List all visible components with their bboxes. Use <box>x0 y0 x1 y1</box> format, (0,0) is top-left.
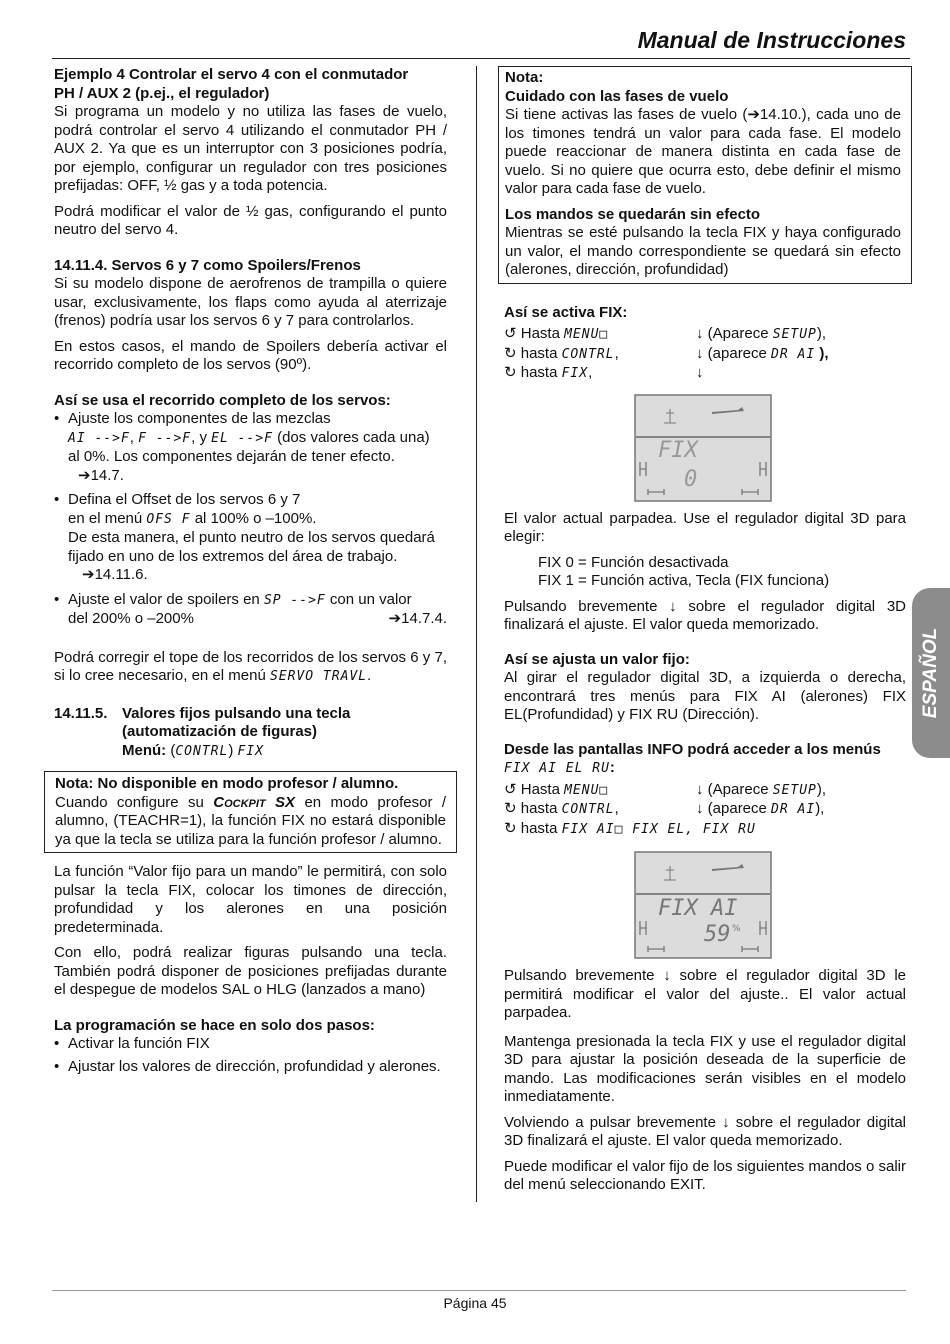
lcd-percent-unit: % <box>732 924 741 934</box>
language-tab: ESPAÑOL <box>912 588 950 758</box>
lcd-text: FIX <box>237 743 264 759</box>
lcd-display-fix-off <box>634 394 772 502</box>
lcd-text: FIX AI□ FIX EL, FIX RU <box>561 821 756 837</box>
fixed-value-paragraph: Al girar el regulador digital 3D, a izquierda o derecha, encontrará tres menús para FIX AI (alerones) FIX EL(Profundidad) y FIX RU (Dirección). <box>504 669 906 723</box>
note-heading-flight-phases: Cuidado con las fases de vuelo <box>505 87 729 105</box>
lcd-text: MENU□ <box>564 782 609 798</box>
programming-steps-title: La programación se hace en solo dos pasos: <box>54 1016 375 1034</box>
note-paragraph-controls: Mientras se esté pulsando la tecla FIX y haya configurado un valor, el mando correspondiente se quedará sin efecto (alerones, dirección, profundidad) <box>505 224 901 278</box>
arrow-right-icon: ➔ <box>388 610 402 627</box>
lcd-text: FIX AI EL RU <box>504 761 610 776</box>
footer-divider <box>52 1290 906 1291</box>
menu-step: ↺ Hasta MENU□ ↓ (Aparece SETUP), <box>504 780 827 798</box>
info-menu-steps <box>504 781 906 840</box>
menu-step: ↻ hasta CONTRL, ↓ (aparece DR AI), <box>504 800 825 817</box>
example4-title: Ejemplo 4 Controlar el servo 4 con el conmutador PH / AUX 2 (p.ej., el regulador) <box>54 66 409 102</box>
fix-function-paragraph-1: La función “Valor fijo para un mando” le permitirá, con solo pulsar la tecla FIX, colocar los timones de dirección, profundidad y los alerones en una posición predeterminada. <box>54 863 447 936</box>
activate-fix-steps <box>504 325 906 384</box>
teacher-student-note <box>44 771 457 853</box>
lcd-text: AI -->F <box>68 430 130 446</box>
lcd-text: SETUP <box>772 327 817 342</box>
section-14-11-4-paragraph-2: En estos casos, el mando de Spoilers debería activar el recorrido completo de los servos (90º). <box>54 337 447 373</box>
lcd-fix-ai-value: 59 <box>704 922 731 947</box>
left-column <box>54 66 447 1080</box>
press-again-paragraph: Volviendo a pulsar brevemente ↓ sobre el regulador digital 3D finalizará el ajuste. El valor queda memorizado. <box>504 1113 906 1149</box>
header-divider <box>52 58 910 59</box>
lcd-display-fix-ai <box>634 851 772 959</box>
lcd-fix-value: 0 <box>684 466 698 492</box>
activate-fix-title: Así se activa FIX: <box>504 303 628 321</box>
menu-step: ↺ Hasta MENU□ ↓ (Aparece SETUP), <box>504 325 827 342</box>
menu-step: ↻ hasta FIX AI□ FIX EL, FIX RU <box>504 819 756 837</box>
fix-1-option: FIX 1 = Función activa, Tecla (FIX funciona) <box>538 572 830 589</box>
note-label: Nota: <box>505 69 544 86</box>
section-14-11-4-title: 14.11.4. Servos 6 y 7 como Spoilers/Frenos <box>54 256 361 274</box>
lcd-text: SERVO TRAVL <box>269 669 368 684</box>
bullet-servo-offset: • Defina el Offset de los servos 6 y 7 en el menú OFS F al 100% o –100%. De esta manera, el punto neutro de los servos quedará fijado en uno de los extremos del área de trabajo. ➔14.11.6. <box>54 491 447 585</box>
finish-setting-paragraph: Pulsando brevemente ↓ sobre el regulador digital 3D finalizará el ajuste. El valor queda memorizado. <box>504 597 906 633</box>
section-14-11-5-title: 14.11.5. Valores fijos pulsando una tecla (automatización de figuras) Menú: (CONTRL) FIX <box>54 704 351 759</box>
fix-0-option: FIX 0 = Función desactivada <box>538 553 729 571</box>
lcd-text: F -->F <box>138 430 192 446</box>
lcd-text: SP -->F <box>263 592 326 608</box>
page-header-title: Manual de Instrucciones <box>637 27 906 53</box>
page-number: Página 45 <box>443 1295 507 1311</box>
hold-fix-paragraph: Mantenga presionada la tecla FIX y use el regulador digital 3D para ajustar la posición deseada de la superficie de mando. Las modificaciones serán visibles en el modelo inmediatamente. <box>504 1032 906 1105</box>
lcd-text: OFS F <box>146 511 191 527</box>
value-blinks-paragraph: El valor actual parpadea. Use el regulador digital 3D para elegir: <box>504 509 906 545</box>
menu-step: ↻ hasta FIX, ↓ <box>504 364 704 381</box>
example4-paragraph-2: Podrá modificar el valor de ½ gas, configurando el punto neutro del servo 4. <box>54 202 447 238</box>
brand-name: Cockpit SX <box>213 793 296 811</box>
cross-reference: 14.7. <box>90 466 124 484</box>
full-travel-title: Así se usa el recorrido completo de los servos: <box>54 391 391 409</box>
bullet-activate-fix: • Activar la función FIX <box>54 1035 447 1054</box>
arrow-right-icon: ➔ <box>78 466 91 484</box>
servo-travel-paragraph: Podrá corregir el tope de los recorridos de los servos 6 y 7, si lo cree necesario, en el menú SERVO TRAVL. <box>54 648 447 684</box>
note-paragraph-flight-phases: Si tiene activas las fases de vuelo (➔14.10.), cada uno de los timones tendrá un valor para cada fase. El modelo puede reaccionar de manera distinta en cada fase de vuelo. Si no quiere que ocurra esto, debe definir el mismo valor para cada fase de vuelo. <box>505 106 901 197</box>
menu-step: ↻ hasta CONTRL, ↓ (aparece DR AI ), <box>504 344 829 362</box>
lcd-text: CONTRL <box>175 743 229 759</box>
section-14-11-4-paragraph-1: Si su modelo dispone de aerofrenos de trampilla o quiere usar, exclusivamente, los flaps como ayuda al aterrizaje (frenos) podría usar los servos 6 y 7 para controlarlos. <box>54 275 447 329</box>
lcd-text: SETUP <box>772 782 817 798</box>
lcd-fix-ai-label: FIX AI <box>658 896 738 921</box>
bullet-adjust-values: • Ajustar los valores de dirección, profundidad y alerones. <box>54 1058 447 1077</box>
fix-function-paragraph-2: Con ello, podrá realizar figuras pulsando una tecla. También podrá disponer de posiciones prefijadas durante el despegue de modelos SAL o HLG (lanzados a mano) <box>54 944 447 998</box>
example4-paragraph-1: Si programa un modelo y no utiliza las fases de vuelo, podrá controlar el servo 4 utilizando el conmutador PH / AUX 2. Ya que es un interruptor con 3 posiciones podría, por ejemplo, configurar un regulador con tres posiciones prefijadas: OFF, ½ gas y a toda potencia. <box>54 103 447 194</box>
right-column <box>504 66 906 1202</box>
arrow-right-icon: ➔ <box>82 566 95 583</box>
bullet-spoiler-value: • Ajuste el valor de spoilers en SP -->F con un valor del 200% o –200% ➔14.7.4. <box>54 591 447 629</box>
lcd-text: CONTRL <box>561 346 615 362</box>
lcd-text: DR AI <box>771 802 816 817</box>
lcd-text: FIX <box>561 366 589 381</box>
column-divider <box>476 66 477 1202</box>
note-body: Cuando configure su Cockpit SX en modo profesor / alumno, (TEACHR=1), la función FIX no estará disponible ya que la tecla se utiliza para la función profesor / alumno. <box>55 793 447 848</box>
note-title: Nota: No disponible en modo profesor / alumno. <box>55 775 399 792</box>
flight-phases-note <box>498 66 912 284</box>
bullet-mixer-components: • Ajuste los componentes de las mezclas AI -->F, F -->F, y EL -->F (dos valores cada una) al 0%. Los componentes dejarán de tener efecto. ➔14.7. <box>54 410 447 485</box>
lcd-text: EL -->F <box>211 430 273 446</box>
lcd-text: CONTRL <box>561 802 615 817</box>
info-screens-title: Desde las pantallas INFO podrá acceder a los menús FIX AI EL RU: <box>504 740 881 776</box>
fixed-value-title: Así se ajusta un valor fijo: <box>504 650 690 668</box>
lcd-fix-label: FIX <box>658 437 698 463</box>
cross-reference: 14.7.4. <box>401 610 447 627</box>
lcd-text: MENU□ <box>564 327 609 342</box>
press-to-modify-paragraph: Pulsando brevemente ↓ sobre el regulador digital 3D le permitirá modificar el valor del ajuste.. El valor actual parpadea. <box>504 967 906 1021</box>
note-heading-controls: Los mandos se quedarán sin efecto <box>505 205 761 223</box>
lcd-text: DR AI <box>771 346 816 362</box>
exit-menu-paragraph: Puede modificar el valor fijo de los siguientes mandos o salir del menú seleccionando EXIT. <box>504 1157 906 1193</box>
cross-reference: 14.11.6. <box>94 566 148 583</box>
